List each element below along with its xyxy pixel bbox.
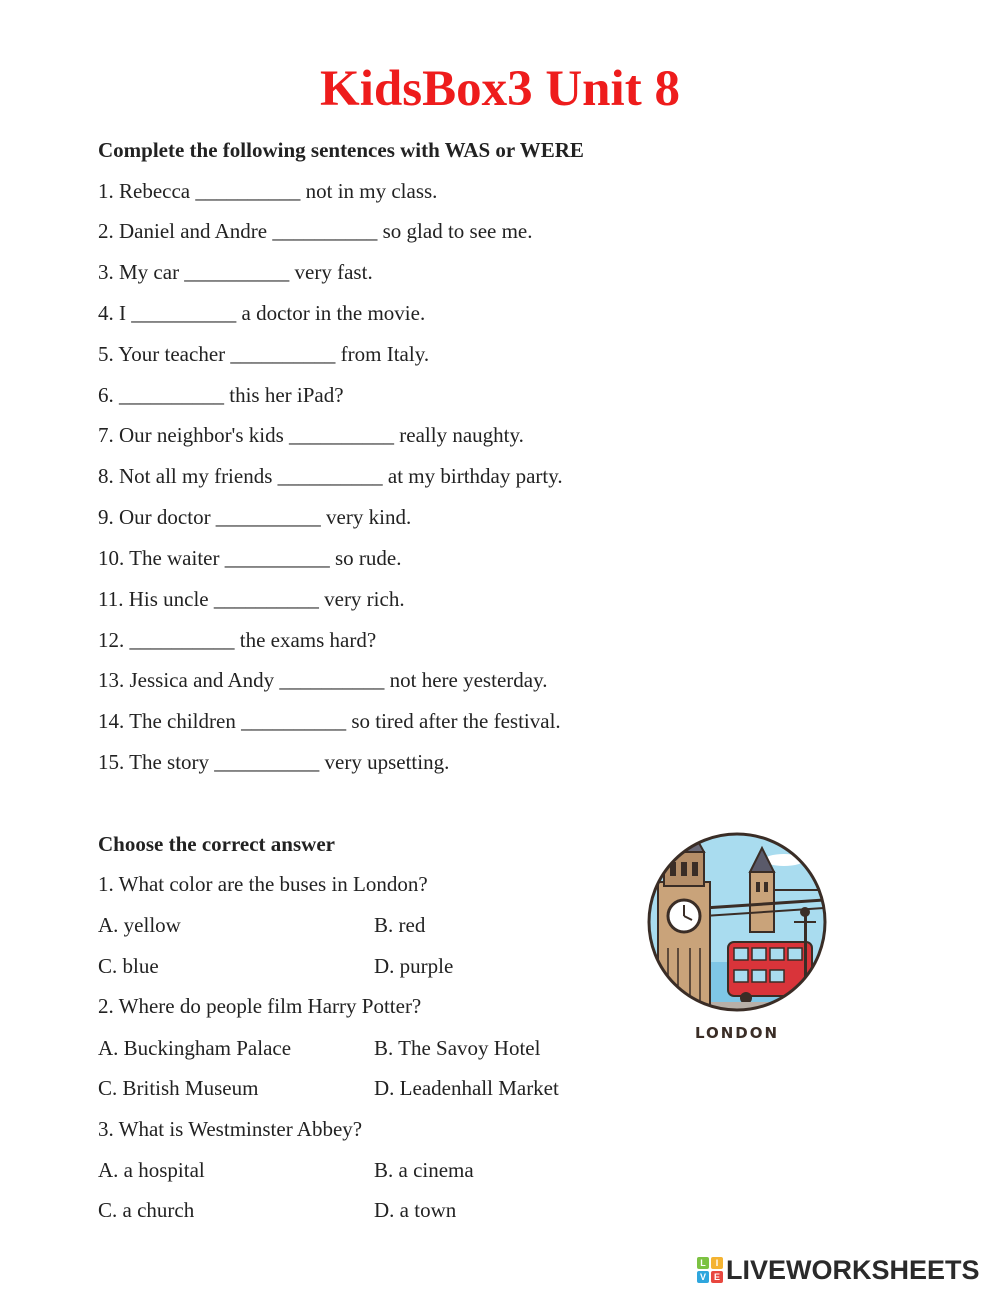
sentence-8: 8. Not all my friends __________ at my birthday party. [98, 464, 563, 488]
sentence-3: 3. My car __________ very fast. [98, 260, 373, 284]
sentence-9: 9. Our doctor __________ very kind. [98, 505, 412, 529]
question-3: 3. What is Westminster Abbey? [98, 1117, 363, 1141]
logo-letter-l: L [697, 1257, 709, 1269]
page-title: KidsBox3 Unit 8 [320, 61, 680, 117]
double-decker-bus [728, 942, 812, 1004]
logo-letter-v: V [697, 1271, 709, 1283]
liveworksheets-logo[interactable] [697, 1255, 980, 1285]
sentence-7: 7. Our neighbor's kids __________ really naughty. [98, 423, 524, 447]
section-heading-was-were: Complete the following sentences with WAS or WERE [98, 138, 584, 162]
q1-option-b: B. red [374, 913, 426, 937]
q3-option-b: B. a cinema [374, 1158, 474, 1182]
sentence-1: 1. Rebecca __________ not in my class. [98, 179, 438, 203]
london-caption: LONDON [694, 1024, 780, 1042]
q3-option-d: D. a town [374, 1198, 457, 1222]
sentence-11: 11. His uncle __________ very rich. [98, 587, 405, 611]
q1-option-a: A. yellow [98, 913, 181, 937]
sentence-4: 4. I __________ a doctor in the movie. [98, 301, 426, 325]
question-2: 2. Where do people film Harry Potter? [98, 994, 422, 1018]
q2-option-b: B. The Savoy Hotel [374, 1036, 541, 1060]
q2-option-d: D. Leadenhall Market [374, 1076, 559, 1100]
q1-option-c: C. blue [98, 954, 159, 978]
sentence-15: 15. The story __________ very upsetting. [98, 750, 450, 774]
logo-text: LIVEWORKSHEETS [726, 1255, 980, 1285]
sentence-5: 5. Your teacher __________ from Italy. [98, 342, 430, 366]
question-1: 1. What color are the buses in London? [98, 872, 428, 896]
sentence-6: 6. __________ this her iPad? [98, 383, 344, 407]
q3-option-a: A. a hospital [98, 1158, 205, 1182]
logo-mark-icon [697, 1257, 723, 1283]
q1-option-d: D. purple [374, 954, 454, 978]
section-heading-choose: Choose the correct answer [98, 832, 335, 856]
sentence-12: 12. __________ the exams hard? [98, 628, 377, 652]
sentence-2: 2. Daniel and Andre __________ so glad to see me. [98, 219, 533, 243]
logo-letter-i: I [711, 1257, 723, 1269]
q3-option-c: C. a church [98, 1198, 195, 1222]
q2-option-a: A. Buckingham Palace [98, 1036, 292, 1060]
logo-letter-e: E [711, 1271, 723, 1283]
sentence-14: 14. The children __________ so tired after the festival. [98, 709, 561, 733]
london-illustration [644, 812, 830, 1050]
q2-option-c: C. British Museum [98, 1076, 259, 1100]
sentence-13: 13. Jessica and Andy __________ not here yesterday. [98, 668, 548, 692]
sentence-10: 10. The waiter __________ so rude. [98, 546, 402, 570]
